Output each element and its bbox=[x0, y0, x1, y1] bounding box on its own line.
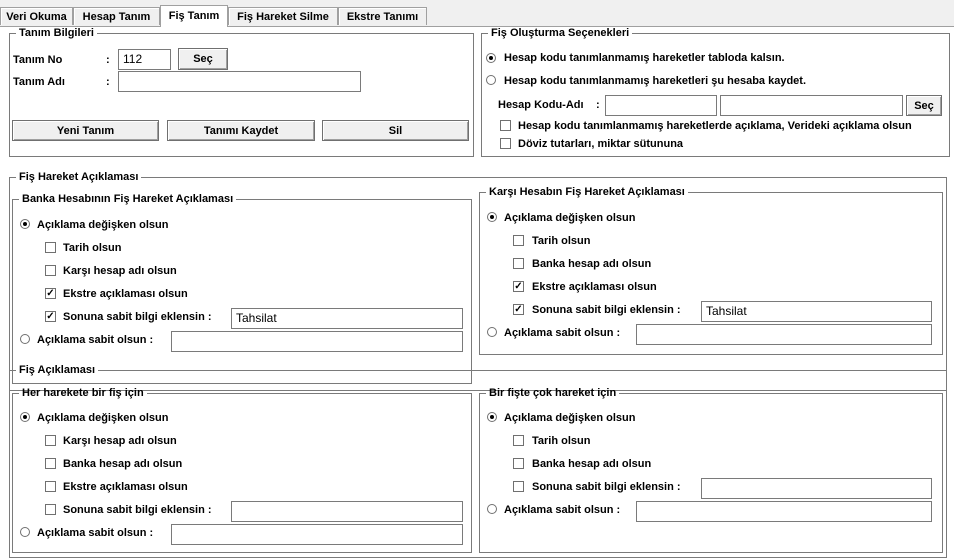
bir-banka-hesap-label: Banka hesap adı olsun bbox=[532, 458, 652, 470]
tab-panel-fis-tanim: Tanım Bilgileri Tanım No : 112 Seç Tanım Adı : Yeni Tanım Tanımı Kaydet Sil Fiş Oluşturma Seçenekleri Hesap kodu tanımlanmamış hareketler tabloda kalsın. Hesap kodu tanımlanmamış hareketleri şu hesaba kaydet. Hesap Kodu-Adı : Seç Hesap kodu tanımlanmamış hareketlerde açıklama, Verideki açıklama olsun Döviz tutarları, miktar sütununa Fiş Hareket Açıklaması Banka Hesabının Fiş Hareket Açıklaması Açıklama değişken olsun Tarih olsun Karşı hesap adı olsun ✓ Ekstre açıklaması olsun ✓ Sonuna sabit bilgi eklensin : Tahsilat Açıklama sabit olsun : Karşı Hesabın Fiş Hareket Açıklaması Açıklama değişken olsun Tarih olsun Banka hesap adı olsun ✓ Ekstre açıklaması olsun ✓ Sonuna sabit bilgi eklensin : Tahsilat Açıklama sabit olsun : Fiş Açıklaması Her harekete bir fiş için Açıklama değişken olsun Karşı hesap adı olsun Banka hesap adı olsun Ekstre açıklaması olsun Sonuna sabit bilgi eklensin : Açıklama sabit olsun : Bir fişte çok hareket için Açıklama değişken olsun Tarih olsun Banka hesap adı olsun Sonuna sabit bilgi eklensin : Açıklama sabit olsun : bbox=[0, 27, 954, 560]
banka-ekstre-checkbox[interactable]: ✓ bbox=[46, 288, 55, 299]
tab-ekstre-tanimi[interactable]: Ekstre Tanımı bbox=[338, 7, 427, 25]
tanim-no-label: Tanım No bbox=[13, 54, 63, 66]
opt-tabloda-kalsin-radio[interactable] bbox=[486, 53, 496, 63]
karsi-sonuna-input[interactable]: Tahsilat bbox=[701, 301, 932, 322]
tanim-bilgileri-legend: Tanım Bilgileri bbox=[19, 27, 94, 39]
banka-sabit-label: Açıklama sabit olsun : bbox=[37, 334, 154, 346]
tab-fis-hareket-silme[interactable]: Fiş Hareket Silme bbox=[228, 7, 338, 25]
her-degisken-radio[interactable] bbox=[20, 412, 30, 422]
her-ekstre-label: Ekstre açıklaması olsun bbox=[63, 481, 188, 493]
yeni-tanim-button[interactable]: Yeni Tanım bbox=[12, 120, 159, 141]
tab-veri-okuma[interactable]: Veri Okuma bbox=[0, 7, 73, 25]
banka-tarih-checkbox[interactable] bbox=[45, 242, 56, 253]
karsi-ekstre-label: Ekstre açıklaması olsun bbox=[532, 281, 657, 293]
bir-sabit-radio[interactable] bbox=[487, 504, 497, 514]
karsi-banka-hesap-checkbox[interactable] bbox=[513, 258, 524, 269]
her-karsi-hesap-checkbox[interactable] bbox=[45, 435, 56, 446]
bir-sonuna-checkbox[interactable] bbox=[513, 481, 524, 492]
tab-hesap-tanim[interactable]: Hesap Tanım bbox=[73, 7, 160, 25]
tab-fis-tanim[interactable]: Fiş Tanım bbox=[160, 5, 228, 27]
her-sonuna-label: Sonuna sabit bilgi eklensin : bbox=[63, 504, 212, 516]
hesap-kodu-adi-label: Hesap Kodu-Adı bbox=[498, 99, 584, 111]
fis-olusturma-legend: Fiş Oluşturma Seçenekleri bbox=[491, 27, 630, 39]
bir-sonuna-label: Sonuna sabit bilgi eklensin : bbox=[532, 481, 681, 493]
bir-tarih-label: Tarih olsun bbox=[532, 435, 591, 447]
banka-sonuna-label: Sonuna sabit bilgi eklensin : bbox=[63, 311, 212, 323]
sil-button[interactable]: Sil bbox=[322, 120, 469, 141]
bir-sonuna-input[interactable] bbox=[701, 478, 932, 499]
karsi-sabit-label: Açıklama sabit olsun : bbox=[504, 327, 621, 339]
tanim-adi-input[interactable] bbox=[118, 71, 361, 92]
doviz-tutarlari-label: Döviz tutarları, miktar sütununa bbox=[518, 138, 684, 150]
her-banka-hesap-label: Banka hesap adı olsun bbox=[63, 458, 183, 470]
tanimi-kaydet-button[interactable]: Tanımı Kaydet bbox=[167, 120, 315, 141]
karsi-degisken-label: Açıklama değişken olsun bbox=[504, 212, 636, 224]
karsi-sonuna-checkbox[interactable]: ✓ bbox=[514, 304, 523, 315]
opt-hesaba-kaydet-label: Hesap kodu tanımlanmamış hareketleri şu hesaba kaydet. bbox=[504, 75, 807, 87]
verideki-aciklama-label: Hesap kodu tanımlanmamış hareketlerde açıklama, Verideki açıklama olsun bbox=[518, 120, 912, 132]
hesap-kodu-input[interactable] bbox=[605, 95, 717, 116]
her-sonuna-checkbox[interactable] bbox=[45, 504, 56, 515]
opt-tabloda-kalsin-label: Hesap kodu tanımlanmamış hareketler tabloda kalsın. bbox=[504, 52, 785, 64]
karsi-sabit-radio[interactable] bbox=[487, 327, 497, 337]
tanim-adi-label: Tanım Adı bbox=[13, 76, 65, 88]
her-sabit-input[interactable] bbox=[171, 524, 463, 545]
karsi-degisken-radio[interactable] bbox=[487, 212, 497, 222]
her-sonuna-input[interactable] bbox=[231, 501, 463, 522]
doviz-tutarlari-checkbox[interactable] bbox=[500, 138, 511, 149]
her-banka-hesap-checkbox[interactable] bbox=[45, 458, 56, 469]
fis-aciklamasi-legend: Fiş Açıklaması bbox=[19, 364, 96, 376]
fis-hareket-aciklamasi-legend: Fiş Hareket Açıklaması bbox=[19, 171, 139, 183]
bir-banka-hesap-checkbox[interactable] bbox=[513, 458, 524, 469]
karsi-tarih-label: Tarih olsun bbox=[532, 235, 591, 247]
tanim-sec-button[interactable]: Seç bbox=[178, 48, 228, 70]
bir-sabit-label: Açıklama sabit olsun : bbox=[504, 504, 621, 516]
bir-fiste-legend: Bir fişte çok hareket için bbox=[489, 387, 617, 399]
opt-hesaba-kaydet-radio[interactable] bbox=[486, 75, 496, 85]
karsi-hesap-aciklama-legend: Karşı Hesabın Fiş Hareket Açıklaması bbox=[489, 186, 685, 198]
bir-sabit-input[interactable] bbox=[636, 501, 932, 522]
her-sabit-label: Açıklama sabit olsun : bbox=[37, 527, 154, 539]
karsi-ekstre-checkbox[interactable]: ✓ bbox=[514, 281, 523, 292]
banka-ekstre-label: Ekstre açıklaması olsun bbox=[63, 288, 188, 300]
banka-sonuna-input[interactable]: Tahsilat bbox=[231, 308, 463, 329]
hesap-adi-input[interactable] bbox=[720, 95, 903, 116]
banka-tarih-label: Tarih olsun bbox=[63, 242, 122, 254]
banka-karsi-hesap-label: Karşı hesap adı olsun bbox=[63, 265, 177, 277]
tanim-no-input[interactable]: 112 bbox=[118, 49, 171, 70]
banka-karsi-hesap-checkbox[interactable] bbox=[45, 265, 56, 276]
karsi-tarih-checkbox[interactable] bbox=[513, 235, 524, 246]
karsi-sabit-input[interactable] bbox=[636, 324, 932, 345]
hesap-sec-button[interactable]: Seç bbox=[906, 95, 942, 116]
karsi-sonuna-label: Sonuna sabit bilgi eklensin : bbox=[532, 304, 681, 316]
banka-sabit-radio[interactable] bbox=[20, 334, 30, 344]
bir-degisken-radio[interactable] bbox=[487, 412, 497, 422]
her-harekete-legend: Her harekete bir fiş için bbox=[22, 387, 144, 399]
her-ekstre-checkbox[interactable] bbox=[45, 481, 56, 492]
verideki-aciklama-checkbox[interactable] bbox=[500, 120, 511, 131]
bir-degisken-label: Açıklama değişken olsun bbox=[504, 412, 636, 424]
banka-degisken-radio[interactable] bbox=[20, 219, 30, 229]
her-sabit-radio[interactable] bbox=[20, 527, 30, 537]
her-degisken-label: Açıklama değişken olsun bbox=[37, 412, 169, 424]
banka-sabit-input[interactable] bbox=[171, 331, 463, 352]
banka-hesabi-aciklama-legend: Banka Hesabının Fiş Hareket Açıklaması bbox=[22, 193, 234, 205]
her-karsi-hesap-label: Karşı hesap adı olsun bbox=[63, 435, 177, 447]
bir-tarih-checkbox[interactable] bbox=[513, 435, 524, 446]
banka-degisken-label: Açıklama değişken olsun bbox=[37, 219, 169, 231]
karsi-banka-hesap-label: Banka hesap adı olsun bbox=[532, 258, 652, 270]
banka-sonuna-checkbox[interactable]: ✓ bbox=[46, 311, 55, 322]
